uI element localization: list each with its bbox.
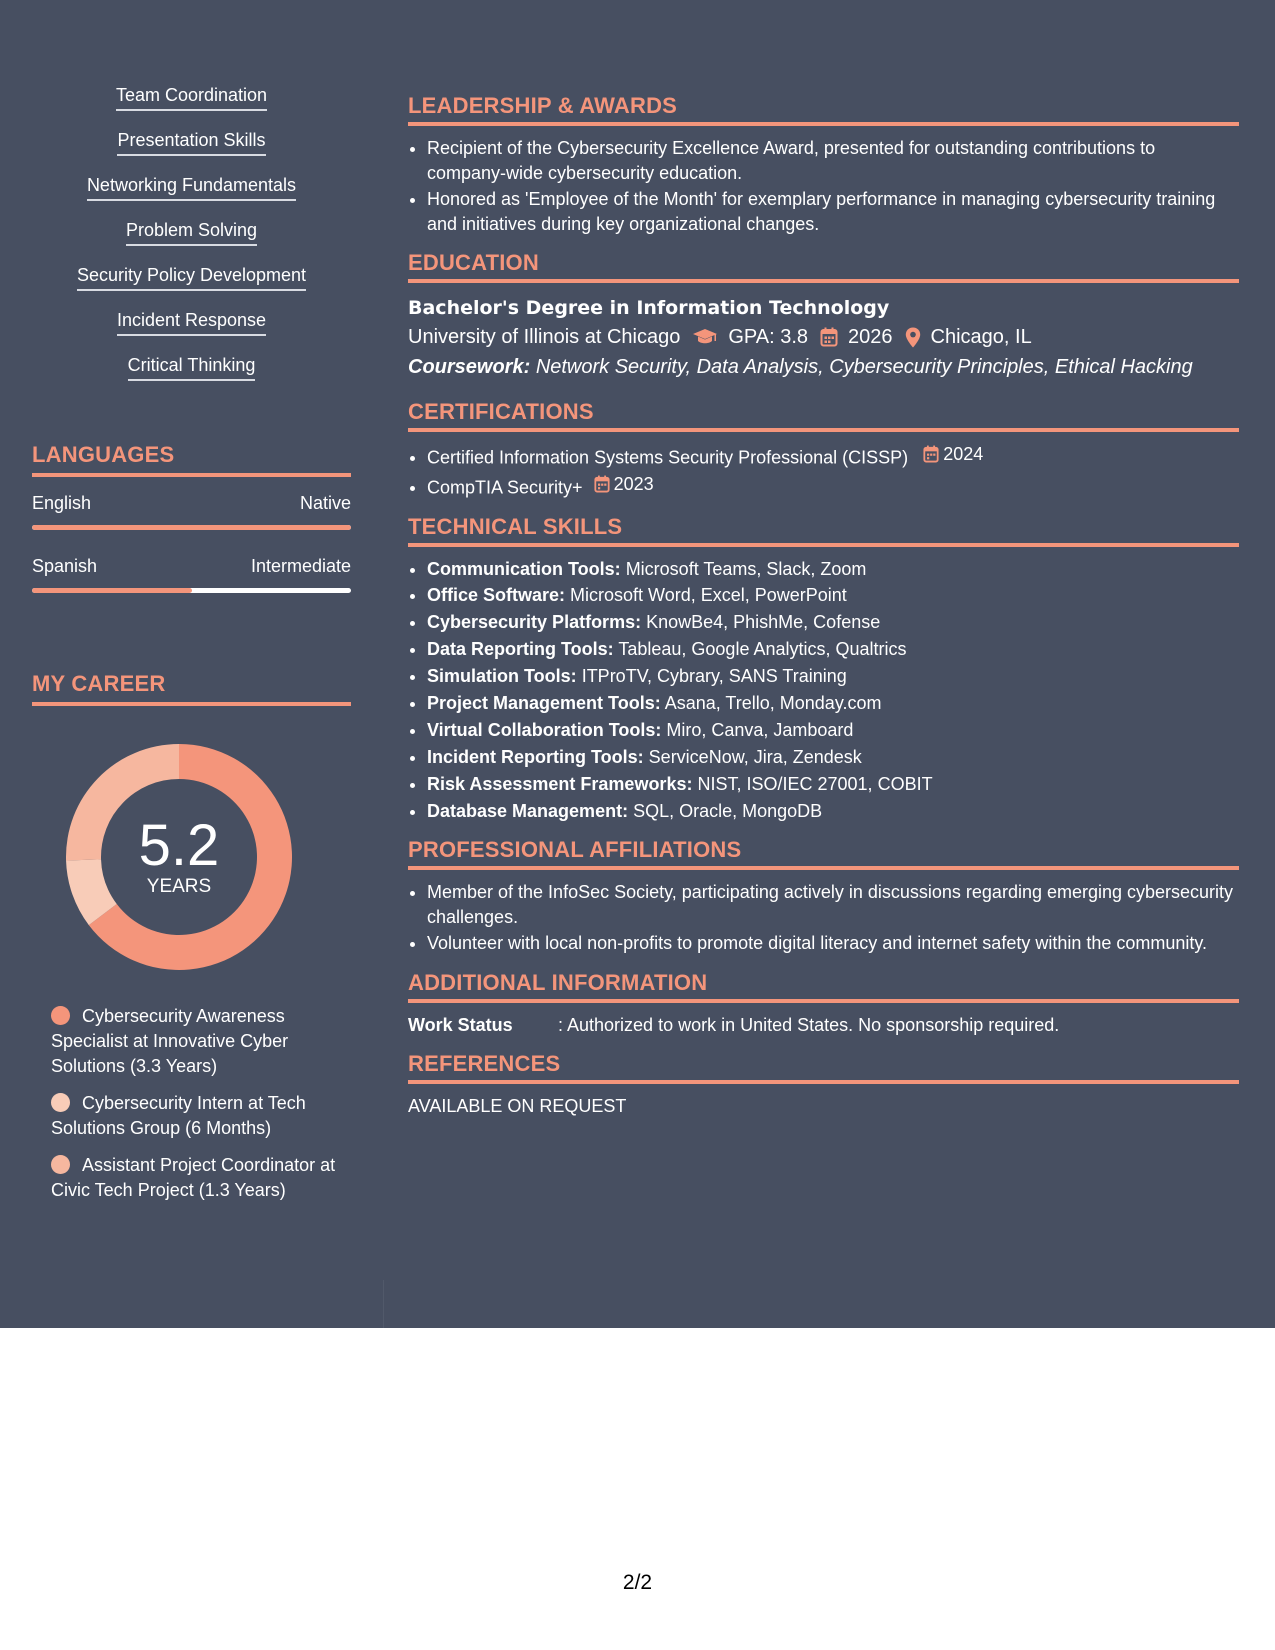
career-legend-text: Assistant Project Coordinator at Civic Tech Project (1.3 Years) bbox=[51, 1155, 336, 1200]
career-total-unit: YEARS bbox=[146, 876, 212, 897]
technical-skill-label: Project Management Tools: bbox=[427, 692, 661, 713]
certifications-heading: CERTIFICATIONS bbox=[408, 399, 1239, 432]
language-proficiency-bar bbox=[32, 525, 351, 530]
soft-skill-item bbox=[32, 129, 351, 174]
affiliations-heading: PROFESSIONAL AFFILIATIONS bbox=[408, 837, 1239, 870]
career-legend-item bbox=[51, 1091, 341, 1141]
soft-skill-label: Team Coordination bbox=[116, 84, 267, 111]
technical-skill-item bbox=[427, 583, 1239, 608]
left-column bbox=[32, 84, 351, 1215]
affiliation-item: • Volunteer with local non-profits to promote digital literacy and internet safety within the community. bbox=[427, 931, 1239, 956]
school-name: University of Illinois at Chicago bbox=[408, 326, 681, 348]
career-heading: MY CAREER bbox=[32, 671, 351, 706]
leadership-heading: LEADERSHIP & AWARDS bbox=[408, 93, 1239, 126]
technical-skill-value: ITProTV, Cybrary, SANS Training bbox=[581, 666, 847, 687]
soft-skill-item bbox=[32, 84, 351, 129]
certification-name: CompTIA Security+ bbox=[427, 477, 583, 497]
education-heading: EDUCATION bbox=[408, 250, 1239, 283]
calendar-icon bbox=[923, 445, 939, 463]
soft-skill-label: Presentation Skills bbox=[117, 129, 265, 156]
career-total-value: 5.2 bbox=[138, 813, 220, 878]
work-status-row bbox=[408, 1013, 1239, 1037]
references-section bbox=[408, 1051, 1239, 1118]
technical-skill-value: Miro, Canva, Jamboard bbox=[666, 719, 854, 740]
technical-skill-item bbox=[427, 691, 1239, 716]
career-legend-item bbox=[51, 1004, 341, 1079]
leadership-list bbox=[408, 136, 1239, 236]
soft-skill-label: Incident Response bbox=[117, 309, 266, 336]
certifications-list bbox=[408, 442, 1239, 500]
calendar-icon bbox=[594, 475, 610, 493]
affiliations-section bbox=[408, 837, 1239, 956]
graduation-year: 2026 bbox=[848, 326, 893, 348]
additional-info-heading: ADDITIONAL INFORMATION bbox=[408, 970, 1239, 1003]
column-divider bbox=[383, 1280, 384, 1328]
technical-skills-heading: TECHNICAL SKILLS bbox=[408, 514, 1239, 547]
soft-skill-item bbox=[32, 174, 351, 219]
soft-skills-list bbox=[32, 84, 351, 399]
technical-skill-value: Microsoft Teams, Slack, Zoom bbox=[625, 558, 867, 579]
technical-skill-item bbox=[427, 610, 1239, 635]
page-number: 2/2 bbox=[622, 1571, 653, 1594]
technical-skill-value: NIST, ISO/IEC 27001, COBIT bbox=[697, 773, 933, 794]
school-location: Chicago, IL bbox=[930, 326, 1032, 348]
technical-skill-value: Microsoft Word, Excel, PowerPoint bbox=[570, 585, 847, 606]
language-proficiency-fill bbox=[32, 525, 351, 530]
education-meta bbox=[408, 322, 1239, 352]
degree-title: Bachelor's Degree in Information Technology bbox=[408, 297, 890, 319]
right-column bbox=[408, 93, 1239, 1132]
soft-skill-label: Critical Thinking bbox=[128, 354, 256, 381]
technical-skill-label: Database Management: bbox=[427, 800, 629, 821]
technical-skill-value: Asana, Trello, Monday.com bbox=[664, 692, 882, 713]
education-section bbox=[408, 250, 1239, 382]
soft-skill-item bbox=[32, 219, 351, 264]
technical-skill-label: Office Software: bbox=[427, 585, 566, 606]
language-row-spanish bbox=[32, 554, 351, 593]
certification-name: Certified Information Systems Security Professional (CISSP) bbox=[427, 447, 909, 468]
coursework bbox=[408, 352, 1239, 382]
technical-skill-label: Risk Assessment Frameworks: bbox=[427, 773, 693, 794]
language-level: Native bbox=[299, 493, 351, 513]
coursework-label: Coursework: bbox=[408, 356, 531, 378]
soft-skill-label: Networking Fundamentals bbox=[87, 174, 296, 201]
legend-dot-icon bbox=[51, 1093, 70, 1112]
soft-skill-label: Security Policy Development bbox=[77, 264, 306, 291]
leadership-item: • Honored as 'Employee of the Month' for exemplary performance in managing cybersecurity training and initiatives during key organizational changes. bbox=[427, 187, 1239, 236]
soft-skill-item bbox=[32, 354, 351, 399]
affiliation-item: • Member of the InfoSec Society, participating actively in discussions regarding emerging cybersecurity challenges. bbox=[427, 880, 1239, 929]
technical-skill-item bbox=[427, 557, 1239, 582]
language-proficiency-bar bbox=[32, 588, 351, 593]
career-legend bbox=[51, 1004, 341, 1203]
technical-skill-item bbox=[427, 799, 1239, 824]
additional-info-section bbox=[408, 970, 1239, 1037]
technical-skill-value: KnowBe4, PhishMe, Cofense bbox=[646, 612, 881, 633]
map-pin-icon bbox=[905, 327, 921, 348]
career-donut-chart bbox=[66, 744, 292, 970]
technical-skill-item bbox=[427, 637, 1239, 662]
technical-skill-label: Virtual Collaboration Tools: bbox=[427, 719, 662, 740]
certification-year: 2024 bbox=[943, 444, 984, 464]
career-legend-text: Cybersecurity Intern at Tech Solutions Group (6 Months) bbox=[51, 1093, 306, 1138]
calendar-icon bbox=[820, 327, 838, 347]
certification-item bbox=[427, 472, 1239, 500]
technical-skill-item bbox=[427, 664, 1239, 689]
legend-dot-icon bbox=[51, 1006, 70, 1025]
soft-skill-item bbox=[32, 309, 351, 354]
technical-skill-label: Simulation Tools: bbox=[427, 666, 577, 687]
certifications-section bbox=[408, 399, 1239, 500]
language-proficiency-fill bbox=[32, 588, 192, 593]
technical-skill-label: Incident Reporting Tools: bbox=[427, 746, 644, 767]
affiliations-list bbox=[408, 880, 1239, 956]
certification-item bbox=[427, 442, 1239, 470]
certification-year: 2023 bbox=[613, 473, 654, 494]
technical-skill-item bbox=[427, 718, 1239, 743]
technical-skills-list bbox=[408, 557, 1239, 824]
legend-dot-icon bbox=[51, 1155, 70, 1174]
leadership-item: • Recipient of the Cybersecurity Excellence Award, presented for outstanding contributions to company-wide cybersecurity education. bbox=[427, 136, 1239, 185]
technical-skill-value: SQL, Oracle, MongoDB bbox=[633, 800, 823, 821]
work-status-label: Work Status bbox=[408, 1014, 513, 1035]
leadership-section bbox=[408, 93, 1239, 236]
graduation-cap-icon bbox=[692, 328, 718, 346]
coursework-value: Network Security, Data Analysis, Cybersecurity Principles, Ethical Hacking bbox=[535, 356, 1193, 378]
technical-skill-label: Data Reporting Tools: bbox=[427, 639, 614, 660]
language-name: Spanish bbox=[32, 556, 98, 576]
technical-skill-item bbox=[427, 772, 1239, 797]
technical-skill-label: Cybersecurity Platforms: bbox=[427, 612, 642, 633]
language-row-english bbox=[32, 491, 351, 530]
references-heading: REFERENCES bbox=[408, 1051, 1239, 1084]
work-status-value: : Authorized to work in United States. No sponsorship required. bbox=[558, 1014, 1060, 1035]
gpa: GPA: 3.8 bbox=[728, 326, 809, 348]
career-legend-text: Cybersecurity Awareness Specialist at Innovative Cyber Solutions (3.3 Years) bbox=[51, 1006, 289, 1076]
references-text: AVAILABLE ON REQUEST bbox=[408, 1095, 627, 1116]
technical-skills-section bbox=[408, 514, 1239, 824]
language-level: Intermediate bbox=[250, 556, 351, 576]
technical-skill-item bbox=[427, 745, 1239, 770]
technical-skill-label: Communication Tools: bbox=[427, 558, 621, 579]
technical-skill-value: Tableau, Google Analytics, Qualtrics bbox=[618, 639, 907, 660]
languages-heading: LANGUAGES bbox=[32, 442, 351, 477]
career-legend-item bbox=[51, 1153, 341, 1203]
soft-skill-label: Problem Solving bbox=[126, 219, 257, 246]
technical-skill-value: ServiceNow, Jira, Zendesk bbox=[648, 746, 862, 767]
soft-skill-item bbox=[32, 264, 351, 309]
language-name: English bbox=[32, 493, 92, 513]
